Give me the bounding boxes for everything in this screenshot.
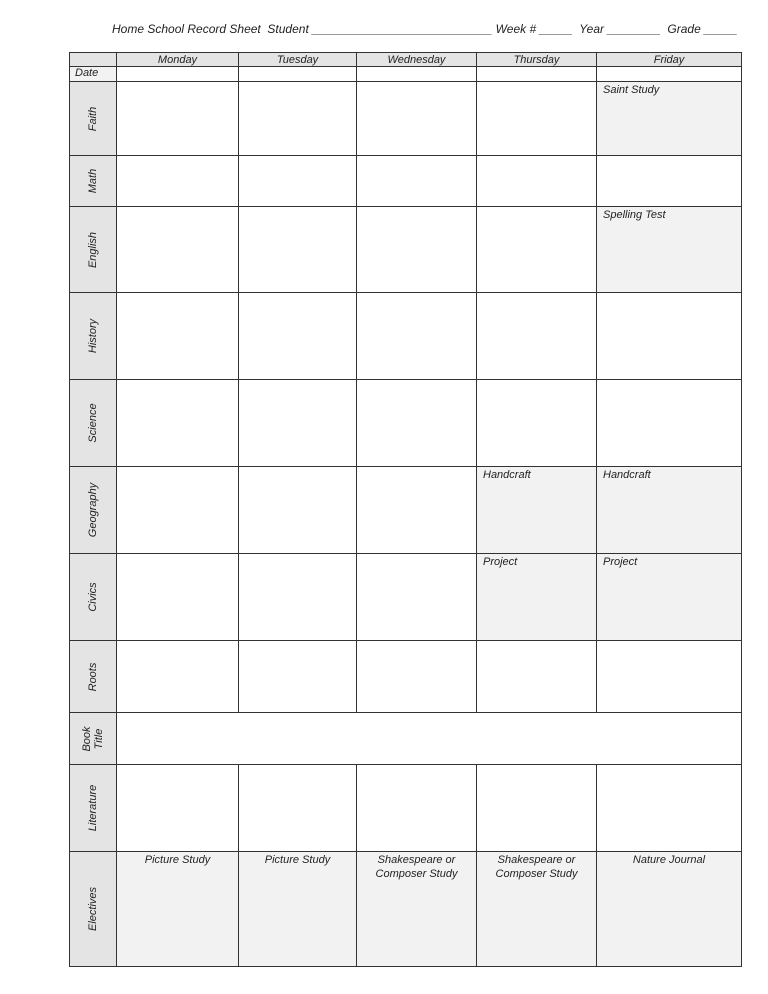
day-header-row	[70, 53, 741, 67]
geography-tuesday[interactable]	[238, 467, 356, 553]
day-tuesday: Tuesday	[238, 53, 356, 66]
book-title-label	[81, 726, 105, 751]
math-friday[interactable]	[596, 156, 741, 206]
date-friday[interactable]	[596, 67, 741, 81]
civics-tuesday[interactable]	[238, 554, 356, 640]
week-field: Week # _____	[495, 22, 573, 36]
day-friday: Friday	[596, 53, 741, 66]
geography-monday[interactable]	[116, 467, 238, 553]
roots-row	[70, 641, 741, 713]
electives-monday[interactable]: Picture Study	[116, 852, 238, 966]
faith-row	[70, 82, 741, 156]
book-title-label-line2: Title	[93, 728, 105, 749]
electives-label-cell	[70, 852, 116, 966]
book-title-field[interactable]	[116, 713, 741, 764]
literature-label: Literature	[87, 784, 99, 832]
day-monday: Monday	[116, 53, 238, 66]
math-label: Math	[87, 168, 99, 194]
history-label-cell	[70, 293, 116, 379]
book-title-label-cell	[70, 713, 116, 764]
math-monday[interactable]	[116, 156, 238, 206]
faith-tuesday[interactable]	[238, 82, 356, 155]
roots-monday[interactable]	[116, 641, 238, 712]
math-wednesday[interactable]	[356, 156, 476, 206]
faith-wednesday[interactable]	[356, 82, 476, 155]
roots-label-cell	[70, 641, 116, 712]
civics-thursday[interactable]: Project	[476, 554, 596, 640]
geography-row	[70, 467, 741, 554]
science-tuesday[interactable]	[238, 380, 356, 466]
roots-wednesday[interactable]	[356, 641, 476, 712]
geography-friday[interactable]: Handcraft	[596, 467, 741, 553]
date-tuesday[interactable]	[238, 67, 356, 81]
record-grid	[69, 52, 742, 967]
date-monday[interactable]	[116, 67, 238, 81]
faith-label: Faith	[87, 106, 99, 131]
english-wednesday[interactable]	[356, 207, 476, 292]
roots-friday[interactable]	[596, 641, 741, 712]
math-tuesday[interactable]	[238, 156, 356, 206]
literature-monday[interactable]	[116, 765, 238, 851]
english-thursday[interactable]	[476, 207, 596, 292]
civics-label: Civics	[87, 582, 99, 612]
roots-thursday[interactable]	[476, 641, 596, 712]
geography-wednesday[interactable]	[356, 467, 476, 553]
literature-label-cell	[70, 765, 116, 851]
math-label-cell	[70, 156, 116, 206]
history-row	[70, 293, 741, 380]
electives-thursday[interactable]: Shakespeare or Composer Study	[476, 852, 596, 966]
english-friday[interactable]: Spelling Test	[596, 207, 741, 292]
science-wednesday[interactable]	[356, 380, 476, 466]
science-label: Science	[87, 403, 99, 443]
literature-thursday[interactable]	[476, 765, 596, 851]
faith-friday[interactable]: Saint Study	[596, 82, 741, 155]
faith-thursday[interactable]	[476, 82, 596, 155]
faith-label-cell	[70, 82, 116, 155]
electives-wednesday[interactable]: Shakespeare or Composer Study	[356, 852, 476, 966]
date-label: Date	[75, 67, 99, 79]
sheet-header	[112, 22, 738, 40]
roots-tuesday[interactable]	[238, 641, 356, 712]
literature-wednesday[interactable]	[356, 765, 476, 851]
history-label: History	[87, 318, 99, 354]
geography-label: Geography	[87, 482, 99, 538]
math-row	[70, 156, 741, 207]
science-label-cell	[70, 380, 116, 466]
day-wednesday: Wednesday	[356, 53, 476, 66]
geography-label-cell	[70, 467, 116, 553]
science-row	[70, 380, 741, 467]
literature-friday[interactable]	[596, 765, 741, 851]
civics-friday[interactable]: Project	[596, 554, 741, 640]
science-friday[interactable]	[596, 380, 741, 466]
date-wednesday[interactable]	[356, 67, 476, 81]
english-monday[interactable]	[116, 207, 238, 292]
civics-wednesday[interactable]	[356, 554, 476, 640]
day-thursday: Thursday	[476, 53, 596, 66]
electives-friday[interactable]: Nature Journal	[596, 852, 741, 966]
roots-label: Roots	[87, 662, 99, 691]
math-thursday[interactable]	[476, 156, 596, 206]
grade-field: Grade _____	[667, 22, 738, 36]
history-monday[interactable]	[116, 293, 238, 379]
student-field: Student ___________________________	[267, 22, 493, 36]
faith-monday[interactable]	[116, 82, 238, 155]
english-tuesday[interactable]	[238, 207, 356, 292]
geography-thursday[interactable]: Handcraft	[476, 467, 596, 553]
electives-row	[70, 852, 741, 966]
english-row	[70, 207, 741, 293]
history-tuesday[interactable]	[238, 293, 356, 379]
literature-row	[70, 765, 741, 852]
date-row	[70, 67, 741, 82]
sheet-title: Home School Record Sheet	[112, 22, 261, 36]
science-thursday[interactable]	[476, 380, 596, 466]
literature-tuesday[interactable]	[238, 765, 356, 851]
history-wednesday[interactable]	[356, 293, 476, 379]
year-field: Year ________	[579, 22, 661, 36]
electives-tuesday[interactable]: Picture Study	[238, 852, 356, 966]
date-thursday[interactable]	[476, 67, 596, 81]
civics-label-cell	[70, 554, 116, 640]
history-friday[interactable]	[596, 293, 741, 379]
book-title-label-line1: Book	[81, 725, 93, 752]
book-title-row	[70, 713, 741, 765]
science-monday[interactable]	[116, 380, 238, 466]
electives-label: Electives	[87, 886, 99, 932]
history-thursday[interactable]	[476, 293, 596, 379]
civics-monday[interactable]	[116, 554, 238, 640]
english-label: English	[87, 231, 99, 268]
civics-row	[70, 554, 741, 641]
date-label-cell	[70, 67, 116, 81]
english-label-cell	[70, 207, 116, 292]
